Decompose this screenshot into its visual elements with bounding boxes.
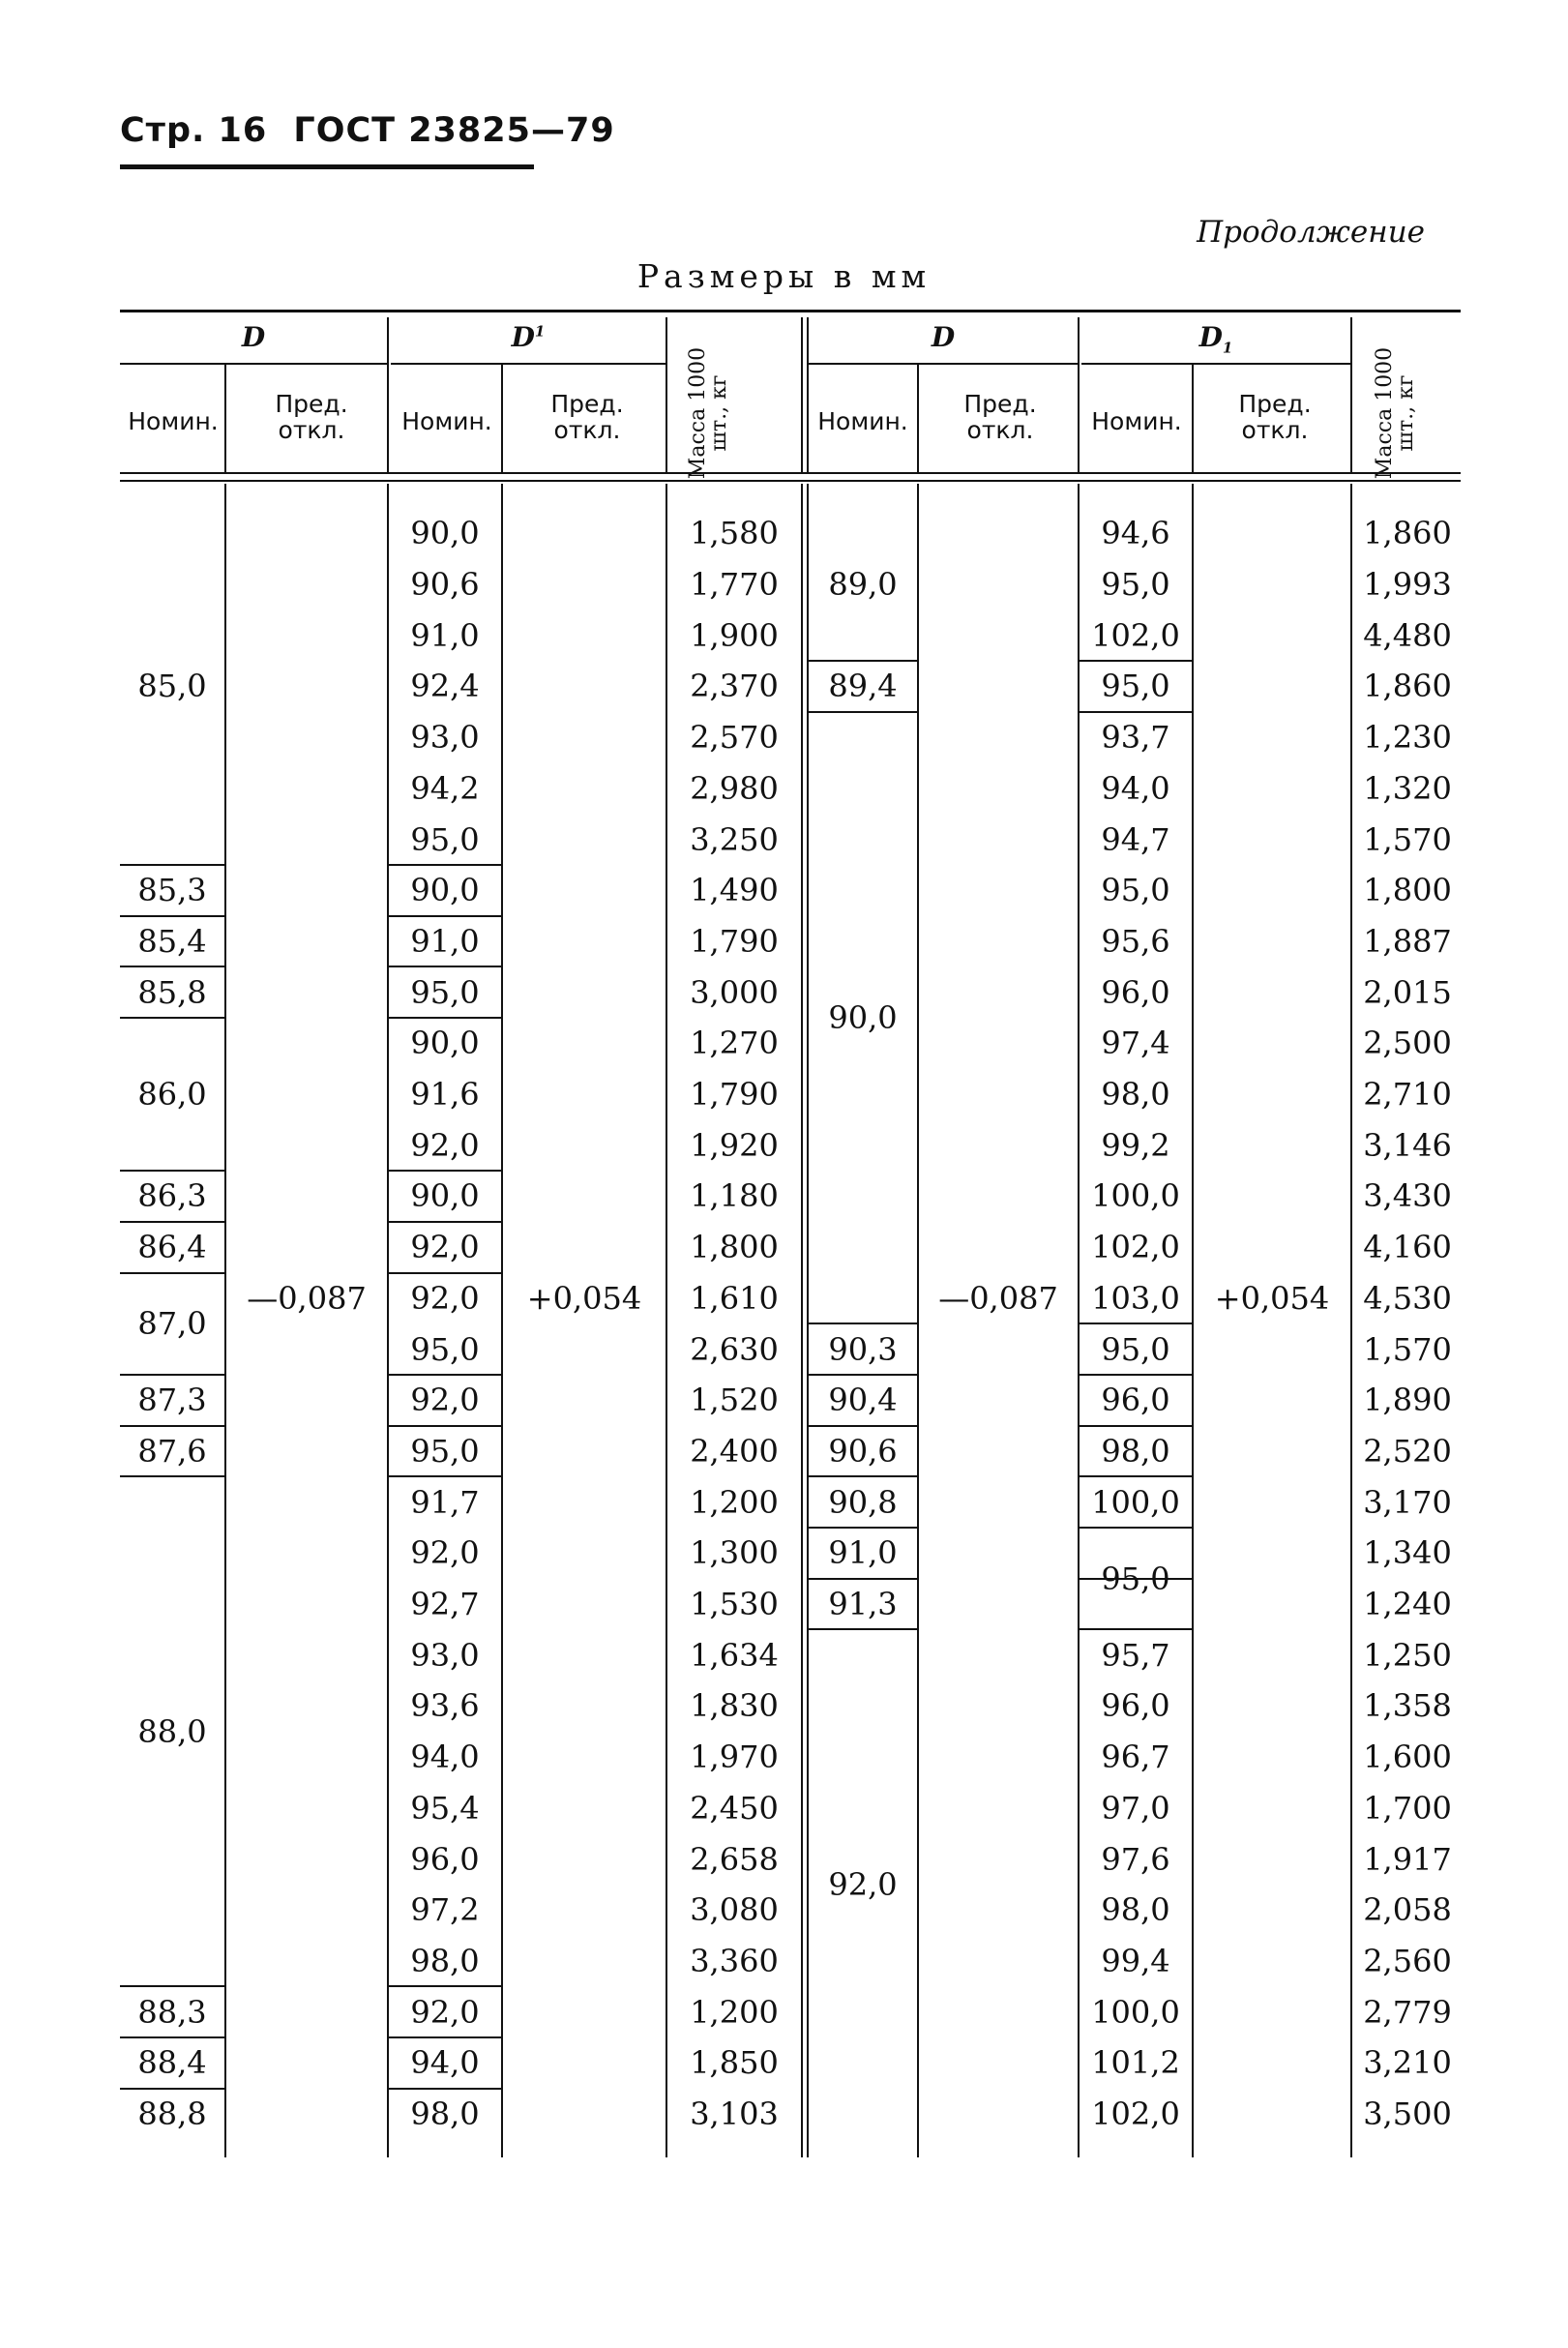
header-d1-right: $D_1$ [1198, 321, 1233, 357]
v-head-1 [224, 363, 226, 472]
left-mass: 3,000 [690, 973, 779, 1011]
right-d-nominal: 89,0 [828, 566, 898, 604]
left-d1-nominal: 95,0 [410, 1330, 480, 1368]
v-head-6 [917, 363, 919, 472]
right-d1-nominal: 98,0 [1101, 1432, 1170, 1470]
left-mass: 1,790 [690, 1076, 779, 1114]
right-mass: 4,530 [1363, 1279, 1452, 1317]
left-d-group-rule [120, 1221, 224, 1223]
left-d1-nominal: 90,0 [410, 515, 480, 552]
right-d1-nominal: 96,0 [1101, 973, 1170, 1011]
v-body-5 [801, 484, 803, 2157]
left-d1-group-rule [389, 1221, 501, 1223]
left-d1-nominal: 98,0 [410, 2095, 480, 2133]
header-d-right: D [931, 321, 956, 353]
left-d1-nominal: 92,0 [410, 1229, 480, 1266]
left-mass: 1,634 [690, 1636, 779, 1674]
page-number: Стр. 16 [120, 111, 268, 150]
left-d1-group-rule [389, 864, 501, 866]
right-d-nominal: 90,4 [828, 1382, 898, 1419]
header-nominal-2: Номин. [401, 407, 492, 435]
left-mass: 1,300 [690, 1534, 779, 1572]
left-d1-group-rule [389, 1475, 501, 1477]
right-d-nominal: 92,0 [828, 1865, 898, 1903]
header-group-rule-left [120, 363, 387, 365]
right-d1-nominal: 98,0 [1101, 1891, 1170, 1929]
header-nominal-1: Номин. [128, 407, 219, 435]
left-mass: 1,490 [690, 872, 779, 909]
left-d1-group-rule [389, 2088, 501, 2090]
header-bottom-rule-1 [120, 472, 1461, 474]
right-d1-nominal: 99,4 [1101, 1942, 1170, 1979]
right-mass: 1,890 [1363, 1382, 1452, 1419]
right-d-tolerance: —0,087 [938, 1279, 1058, 1317]
header-deviation-4: Пред. откл. [1238, 390, 1312, 444]
right-d1-nominal: 98,0 [1101, 1076, 1170, 1114]
right-d-nominal: 91,0 [828, 1534, 898, 1572]
left-mass: 1,770 [690, 566, 779, 604]
left-d1-nominal: 92,7 [410, 1586, 480, 1623]
left-mass: 1,920 [690, 1126, 779, 1164]
header-group-rule-right-d1 [1081, 363, 1350, 365]
left-d-group-rule [120, 864, 224, 866]
left-d1-group-rule [389, 1985, 501, 1987]
left-d1-nominal: 93,6 [410, 1687, 480, 1725]
v-head-5b [807, 317, 809, 472]
left-mass: 1,530 [690, 1586, 779, 1623]
left-mass: 1,200 [690, 1993, 779, 2031]
v-body-1 [224, 484, 226, 2157]
header-deviation-2: Пред. откл. [550, 390, 624, 444]
left-d-nominal: 87,6 [137, 1432, 207, 1470]
left-d1-nominal: 95,4 [410, 1789, 480, 1827]
left-d1-group-rule [389, 1170, 501, 1172]
right-d-nominal: 90,0 [828, 999, 898, 1036]
right-mass: 3,146 [1363, 1126, 1452, 1164]
right-d1-nominal: 97,0 [1101, 1789, 1170, 1827]
right-d-nominal: 90,3 [828, 1330, 898, 1368]
left-mass: 2,370 [690, 668, 779, 705]
units-title: Размеры в мм [636, 257, 932, 295]
right-d-group-rule [809, 1527, 917, 1529]
left-d-group-rule [120, 2036, 224, 2038]
right-d1-group-rule [1080, 1527, 1192, 1529]
left-d1-group-rule [389, 1425, 501, 1427]
right-d1-nominal: 96,0 [1101, 1687, 1170, 1725]
right-d1-group-rule [1080, 1374, 1192, 1376]
right-d1-nominal: 95,0 [1101, 1560, 1170, 1597]
right-d1-nominal: 94,0 [1101, 769, 1170, 807]
left-d1-tolerance: +0,054 [526, 1279, 642, 1317]
right-d1-nominal: 95,0 [1101, 668, 1170, 705]
left-d1-nominal: 93,0 [410, 1636, 480, 1674]
right-mass: 3,430 [1363, 1177, 1452, 1215]
v-body-3 [501, 484, 503, 2157]
v-head-8 [1192, 363, 1194, 472]
right-mass: 1,250 [1363, 1636, 1452, 1674]
left-d-tolerance: —0,087 [247, 1279, 367, 1317]
right-d1-nominal: 102,0 [1091, 2095, 1180, 2133]
right-d-group-rule [809, 1425, 917, 1427]
left-d1-nominal: 92,0 [410, 1279, 480, 1317]
left-d1-nominal: 92,0 [410, 1534, 480, 1572]
left-mass: 1,800 [690, 1229, 779, 1266]
left-d-group-rule [120, 2088, 224, 2090]
left-d-nominal: 87,0 [137, 1305, 207, 1343]
table-top-rule [120, 310, 1461, 312]
left-d-nominal: 85,8 [137, 973, 207, 1011]
standard-code: ГОСТ 23825—79 [293, 111, 615, 150]
right-d-group-rule [809, 660, 917, 662]
left-d-nominal: 88,4 [137, 2044, 207, 2082]
left-mass: 3,360 [690, 1942, 779, 1979]
v-body-5b [807, 484, 809, 2157]
right-mass: 3,500 [1363, 2095, 1452, 2133]
right-mass: 4,480 [1363, 616, 1452, 654]
right-d-group-rule [809, 711, 917, 713]
header-nominal-4: Номин. [1091, 407, 1182, 435]
left-d1-group-rule [389, 915, 501, 917]
right-d-group-rule [809, 1475, 917, 1477]
left-mass: 1,200 [690, 1483, 779, 1521]
right-d1-nominal: 93,7 [1101, 719, 1170, 757]
header-group-rule-left-d1 [391, 363, 666, 365]
right-mass: 4,160 [1363, 1229, 1452, 1266]
page-header [120, 111, 615, 150]
right-d-group-rule [809, 1628, 917, 1630]
right-mass: 3,210 [1363, 2044, 1452, 2082]
right-mass: 2,710 [1363, 1076, 1452, 1114]
left-d1-nominal: 95,0 [410, 973, 480, 1011]
right-mass: 1,230 [1363, 719, 1452, 757]
left-d-nominal: 86,3 [137, 1177, 207, 1215]
header-d-left: D [241, 321, 266, 353]
left-d-nominal: 86,4 [137, 1229, 207, 1266]
continuation-label: Продолжение [1197, 215, 1425, 250]
right-d-nominal: 90,6 [828, 1432, 898, 1470]
left-mass: 3,080 [690, 1891, 779, 1929]
right-d1-nominal: 102,0 [1091, 616, 1180, 654]
v-head-3 [501, 363, 503, 472]
left-mass: 2,630 [690, 1330, 779, 1368]
header-bottom-rule-2 [120, 480, 1461, 482]
right-d1-nominal: 97,6 [1101, 1840, 1170, 1878]
header-nominal-3: Номин. [817, 407, 908, 435]
right-d1-group-rule [1080, 711, 1192, 713]
right-mass: 1,570 [1363, 820, 1452, 858]
left-mass: 1,970 [690, 1739, 779, 1776]
left-d1-group-rule [389, 1374, 501, 1376]
left-d1-nominal: 90,6 [410, 566, 480, 604]
left-mass: 2,400 [690, 1432, 779, 1470]
left-d-group-rule [120, 1272, 224, 1274]
v-head-2 [387, 317, 389, 472]
header-deviation-1: Пред. откл. [275, 390, 348, 444]
left-mass: 1,900 [690, 616, 779, 654]
right-mass: 1,600 [1363, 1739, 1452, 1776]
right-mass: 2,500 [1363, 1025, 1452, 1062]
left-mass: 1,270 [690, 1025, 779, 1062]
left-mass: 3,103 [690, 2095, 779, 2133]
right-mass: 1,240 [1363, 1586, 1452, 1623]
right-d-group-rule [809, 1578, 917, 1580]
left-d1-nominal: 90,0 [410, 1177, 480, 1215]
left-d1-nominal: 92,0 [410, 1382, 480, 1419]
right-mass: 2,015 [1363, 973, 1452, 1011]
right-mass: 1,917 [1363, 1840, 1452, 1878]
left-d-nominal: 85,0 [137, 668, 207, 705]
left-d1-nominal: 91,0 [410, 616, 480, 654]
right-d1-group-rule [1080, 1475, 1192, 1477]
left-d1-nominal: 92,4 [410, 668, 480, 705]
left-d-nominal: 88,8 [137, 2095, 207, 2133]
left-d-group-rule [120, 1985, 224, 1987]
right-d1-nominal: 100,0 [1091, 1993, 1180, 2031]
right-d1-tolerance: +0,054 [1214, 1279, 1330, 1317]
right-d1-group-rule [1080, 1323, 1192, 1324]
right-d1-nominal: 96,0 [1101, 1382, 1170, 1419]
right-mass: 1,800 [1363, 872, 1452, 909]
left-d-group-rule [120, 1475, 224, 1477]
header-mass-left: Масса 1000 шт., кг [686, 346, 731, 480]
left-d1-nominal: 95,0 [410, 820, 480, 858]
header-mass-right: Масса 1000 шт., кг [1373, 346, 1418, 480]
left-d1-nominal: 90,0 [410, 1025, 480, 1062]
right-mass: 1,340 [1363, 1534, 1452, 1572]
left-d-nominal: 86,0 [137, 1076, 207, 1114]
right-d-group-rule [809, 1323, 917, 1324]
right-mass: 1,993 [1363, 566, 1452, 604]
left-mass: 1,520 [690, 1382, 779, 1419]
left-mass: 1,790 [690, 922, 779, 960]
right-d1-nominal: 100,0 [1091, 1483, 1180, 1521]
header-deviation-3: Пред. откл. [963, 390, 1037, 444]
right-d-nominal: 90,8 [828, 1483, 898, 1521]
right-d1-nominal: 96,7 [1101, 1739, 1170, 1776]
left-d1-group-rule [389, 1017, 501, 1019]
left-mass: 2,980 [690, 769, 779, 807]
left-d-group-rule [120, 1170, 224, 1172]
right-mass: 2,779 [1363, 1993, 1452, 2031]
right-d1-nominal: 95,0 [1101, 566, 1170, 604]
right-d-group-rule [809, 1374, 917, 1376]
right-d1-nominal: 95,0 [1101, 1330, 1170, 1368]
left-d1-nominal: 94,2 [410, 769, 480, 807]
v-body-6 [917, 484, 919, 2157]
header-d1-left: $D^1$ [511, 321, 546, 353]
left-d-nominal: 87,3 [137, 1382, 207, 1419]
v-head-4 [666, 317, 667, 472]
left-d-group-rule [120, 1425, 224, 1427]
left-mass: 1,850 [690, 2044, 779, 2082]
left-d-nominal: 88,0 [137, 1712, 207, 1750]
left-mass: 2,658 [690, 1840, 779, 1878]
right-mass: 1,358 [1363, 1687, 1452, 1725]
right-d-nominal: 91,3 [828, 1586, 898, 1623]
left-d1-nominal: 91,0 [410, 922, 480, 960]
left-d1-group-rule [389, 2036, 501, 2038]
left-d-group-rule [120, 1374, 224, 1376]
right-mass: 1,320 [1363, 769, 1452, 807]
left-mass: 1,610 [690, 1279, 779, 1317]
left-mass: 1,580 [690, 515, 779, 552]
right-d-nominal: 89,4 [828, 668, 898, 705]
left-d-group-rule [120, 1017, 224, 1019]
left-d-nominal: 85,4 [137, 922, 207, 960]
right-d1-nominal: 103,0 [1091, 1279, 1180, 1317]
left-d-group-rule [120, 966, 224, 967]
left-d1-nominal: 90,0 [410, 872, 480, 909]
right-mass: 1,570 [1363, 1330, 1452, 1368]
right-d1-nominal: 94,7 [1101, 820, 1170, 858]
right-d1-group-rule [1080, 1628, 1192, 1630]
left-d-nominal: 85,3 [137, 872, 207, 909]
right-mass: 1,887 [1363, 922, 1452, 960]
right-d1-nominal: 97,4 [1101, 1025, 1170, 1062]
left-d1-nominal: 98,0 [410, 1942, 480, 1979]
left-d1-nominal: 96,0 [410, 1840, 480, 1878]
left-d1-nominal: 92,0 [410, 1993, 480, 2031]
right-mass: 2,058 [1363, 1891, 1452, 1929]
right-mass: 2,560 [1363, 1942, 1452, 1979]
right-d1-group-rule [1080, 660, 1192, 662]
right-mass: 3,170 [1363, 1483, 1452, 1521]
left-d1-nominal: 92,0 [410, 1126, 480, 1164]
left-mass: 1,180 [690, 1177, 779, 1215]
v-body-8 [1192, 484, 1194, 2157]
right-mass: 1,860 [1363, 515, 1452, 552]
v-head-7 [1078, 317, 1080, 472]
right-d1-nominal: 99,2 [1101, 1126, 1170, 1164]
right-d1-nominal: 95,7 [1101, 1636, 1170, 1674]
left-d1-nominal: 94,0 [410, 1739, 480, 1776]
left-d1-nominal: 94,0 [410, 2044, 480, 2082]
left-d1-nominal: 95,0 [410, 1432, 480, 1470]
right-d1-nominal: 95,0 [1101, 872, 1170, 909]
header-group-rule-right [809, 363, 1078, 365]
right-d1-group-rule [1080, 1425, 1192, 1427]
left-mass: 2,570 [690, 719, 779, 757]
left-d1-nominal: 93,0 [410, 719, 480, 757]
left-mass: 3,250 [690, 820, 779, 858]
right-d1-nominal: 95,6 [1101, 922, 1170, 960]
left-mass: 1,830 [690, 1687, 779, 1725]
left-d1-nominal: 91,7 [410, 1483, 480, 1521]
left-d1-nominal: 97,2 [410, 1891, 480, 1929]
v-head-9 [1350, 317, 1352, 472]
right-d1-nominal: 102,0 [1091, 1229, 1180, 1266]
left-d1-group-rule [389, 1272, 501, 1274]
right-mass: 1,860 [1363, 668, 1452, 705]
right-d1-nominal: 94,6 [1101, 515, 1170, 552]
right-mass: 1,700 [1363, 1789, 1452, 1827]
right-d1-nominal: 100,0 [1091, 1177, 1180, 1215]
left-d1-group-rule [389, 966, 501, 967]
left-d-nominal: 88,3 [137, 1993, 207, 2031]
left-d-group-rule [120, 915, 224, 917]
left-d1-nominal: 91,6 [410, 1076, 480, 1114]
v-head-5 [801, 317, 803, 472]
header-rule [120, 164, 534, 169]
right-d1-nominal: 101,2 [1091, 2044, 1180, 2082]
right-mass: 2,520 [1363, 1432, 1452, 1470]
left-mass: 2,450 [690, 1789, 779, 1827]
